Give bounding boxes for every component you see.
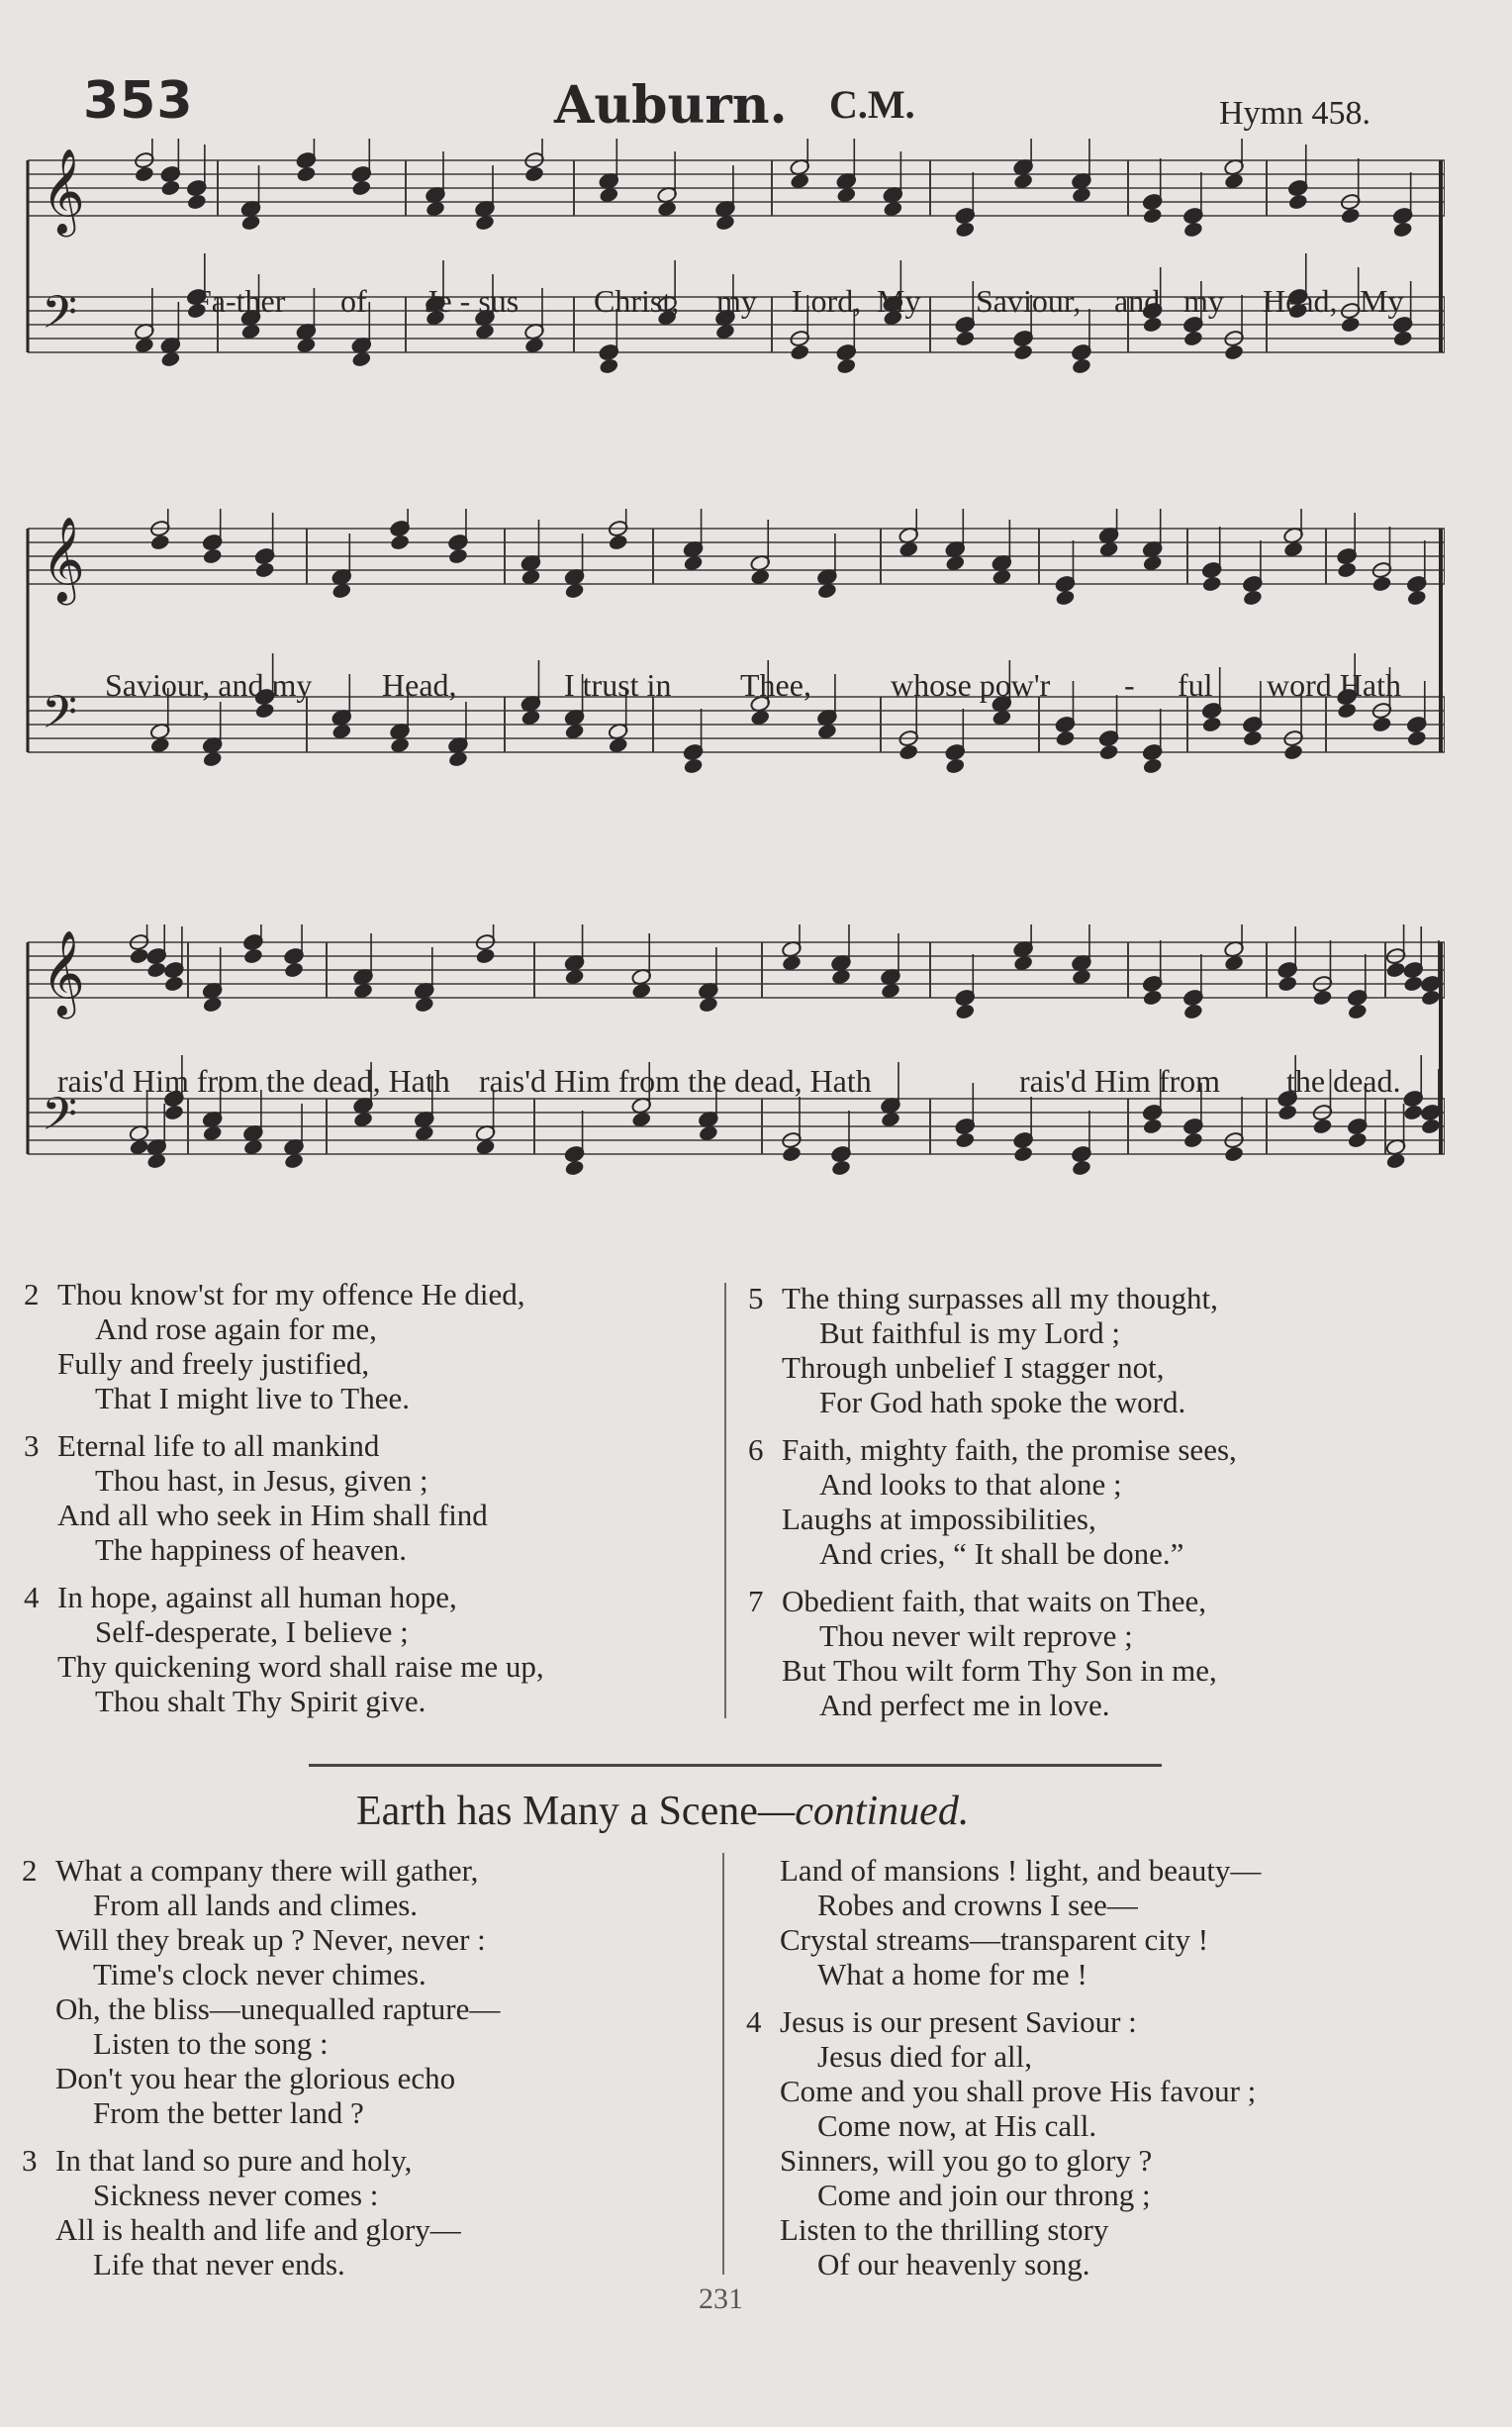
verse	[748, 1432, 1237, 1571]
verse-line: Thou never wilt reprove ;	[819, 1618, 1133, 1653]
tune-name: Auburn.	[554, 75, 788, 136]
svg-text:𝄢: 𝄢	[42, 686, 78, 750]
lyric-word: My	[1360, 283, 1404, 319]
verse-line: But faithful is my Lord ;	[819, 1315, 1120, 1350]
svg-text:𝄢: 𝄢	[42, 1088, 78, 1152]
lyric-word: My	[877, 283, 921, 319]
verse-line: Thou know'st for my offence He died,	[57, 1277, 525, 1311]
lyric-word: Saviour, and my	[105, 667, 313, 703]
verse-line: Sinners, will you go to glory ?	[780, 2143, 1153, 2178]
svg-text:𝄞: 𝄞	[42, 148, 85, 234]
verse-line: And looks to that alone ;	[819, 1467, 1122, 1502]
lyric-word: I trust in	[564, 667, 672, 703]
verse-line: Jesus died for all,	[817, 2039, 1032, 2074]
verse-line: Faith, mighty faith, the promise sees,	[782, 1432, 1237, 1467]
column-divider	[724, 1283, 726, 1718]
verse-number: 3	[22, 2143, 38, 2178]
verse-line: What a home for me !	[817, 1957, 1087, 1991]
continued-left-column	[22, 1853, 501, 2294]
lyric-word: rais'd Him from the dead, Hath	[57, 1063, 450, 1099]
verse-line: The thing surpasses all my thought,	[782, 1281, 1218, 1315]
verse	[748, 1584, 1237, 1722]
verse-line: Self-desperate, I believe ;	[95, 1614, 409, 1649]
page-number: 231	[699, 2282, 743, 2315]
hymn-reference: Hymn 458.	[1219, 95, 1370, 132]
verse-line: And rose again for me,	[95, 1311, 377, 1346]
lyric-word: whose pow'r	[891, 667, 1051, 703]
lyric-word: -	[1124, 667, 1135, 703]
verse	[24, 1277, 544, 1415]
verse-line: Through unbelief I stagger not,	[782, 1350, 1165, 1385]
verse-number: 2	[24, 1277, 40, 1311]
music-system-3	[20, 924, 1445, 1271]
verses-right-column	[748, 1281, 1237, 1735]
verses-left-column	[24, 1277, 544, 1731]
lyric-word: Christ,	[594, 283, 680, 319]
section-title-suffix: —continued.	[757, 1789, 970, 1834]
verse-number: 3	[24, 1428, 40, 1463]
lyric-word: Je - sus	[425, 283, 520, 319]
verse	[24, 1580, 544, 1718]
verse-line: Fully and freely justified,	[57, 1346, 370, 1381]
lyric-word: Fa-ther	[194, 283, 286, 319]
verse-line: Thou shalt Thy Spirit give.	[95, 1684, 426, 1718]
verse-line: And perfect me in love.	[819, 1688, 1110, 1722]
verse-line: All is health and life and glory—	[55, 2212, 461, 2247]
hymn-number: 353	[83, 71, 194, 131]
verse	[22, 1853, 501, 2130]
lyric-word: Head,	[382, 667, 457, 703]
lyric-word: Saviour,	[976, 283, 1082, 319]
verse-line: Laughs at impossibilities,	[782, 1502, 1096, 1536]
verse-line: Obedient faith, that waits on Thee,	[782, 1584, 1207, 1618]
lyric-word: rais'd Him from the dead, Hath	[479, 1063, 872, 1099]
verse-line: Listen to the thrilling story	[780, 2212, 1109, 2247]
verse-line: Come and join our throng ;	[817, 2178, 1151, 2212]
verse-line: And cries, “ It shall be done.”	[819, 1536, 1184, 1571]
verse	[22, 2143, 500, 2281]
verse-line: Thou hast, in Jesus, given ;	[95, 1463, 428, 1498]
verse-line: Oh, the bliss—unequalled rapture—	[55, 1991, 501, 2026]
section-divider	[309, 1764, 1162, 1767]
verse-number: 6	[748, 1432, 764, 1467]
verse-line: Sickness never comes :	[93, 2178, 379, 2212]
verse-line: Come now, at His call.	[817, 2108, 1097, 2143]
verse-line: Thy quickening word shall raise me up,	[57, 1649, 544, 1684]
verse-line: Jesus is our present Saviour :	[780, 2004, 1137, 2039]
verse-line: In hope, against all human hope,	[57, 1580, 457, 1614]
verse-line: For God hath spoke the word.	[819, 1385, 1186, 1419]
lyric-word: word Hath	[1267, 667, 1401, 703]
lyric-word: my	[716, 283, 757, 319]
lyric-word: my	[1183, 283, 1224, 319]
lyric-word: Lord,	[792, 283, 862, 319]
verse-number: 2	[22, 1853, 38, 1888]
lyric-word: ful	[1178, 667, 1213, 703]
verse	[748, 1281, 1237, 1419]
verse-line: Life that never ends.	[93, 2247, 345, 2281]
verse-line: But Thou wilt form Thy Son in me,	[782, 1653, 1217, 1688]
verse-line: What a company there will gather,	[55, 1853, 479, 1888]
lyric-word: the dead.	[1286, 1063, 1401, 1099]
verse-line: Come and you shall prove His favour ;	[780, 2074, 1257, 2108]
lyric-word: and	[1114, 283, 1161, 319]
verse-line: Will they break up ? Never, never :	[55, 1922, 486, 1957]
verse-line: Eternal life to all mankind	[57, 1428, 380, 1463]
verse-line: From the better land ?	[93, 2095, 364, 2130]
svg-text:𝄞: 𝄞	[42, 930, 85, 1016]
svg-text:𝄞: 𝄞	[42, 517, 85, 602]
lyric-word: Head,	[1263, 283, 1338, 319]
verse-line: Listen to the song :	[93, 2026, 329, 2061]
music-system-2	[20, 509, 1445, 905]
lyric-word: Thee,	[740, 667, 811, 703]
verse-line: From all lands and climes.	[93, 1888, 419, 1922]
verse-number: 7	[748, 1584, 764, 1618]
verse	[746, 2004, 1261, 2281]
verse-line: Land of mansions ! light, and beauty—	[780, 1853, 1262, 1888]
verse	[24, 1428, 544, 1567]
lyric-word: rais'd Him from	[1019, 1063, 1221, 1099]
verse-line: The happiness of heaven.	[95, 1532, 408, 1567]
verse-number: 5	[748, 1281, 764, 1315]
continued-right-column	[746, 1853, 1262, 2294]
verse-line: Robes and crowns I see—	[817, 1888, 1138, 1922]
verse-line: In that land so pure and holy,	[55, 2143, 413, 2178]
verse-line: And all who seek in Him shall find	[57, 1498, 488, 1532]
verse-line: Crystal streams—transparent city !	[780, 1922, 1209, 1957]
section-title-text: Earth has Many a Scene	[356, 1789, 758, 1834]
music-staves-2	[20, 509, 1445, 905]
music-system-1	[20, 139, 1445, 475]
verse-line: Don't you hear the glorious echo	[55, 2061, 456, 2095]
svg-text:𝄢: 𝄢	[42, 286, 78, 350]
section-title	[356, 1788, 969, 1835]
verse-number: 4	[746, 2004, 762, 2039]
lyric-word: of	[340, 283, 367, 319]
verse-line: Of our heavenly song.	[817, 2247, 1090, 2281]
verse-line: Time's clock never chimes.	[93, 1957, 426, 1991]
column-divider	[722, 1853, 724, 2275]
verse	[780, 1853, 1261, 1991]
verse-number: 4	[24, 1580, 40, 1614]
verse-line: That I might live to Thee.	[95, 1381, 410, 1415]
meter: C.M.	[829, 82, 915, 127]
